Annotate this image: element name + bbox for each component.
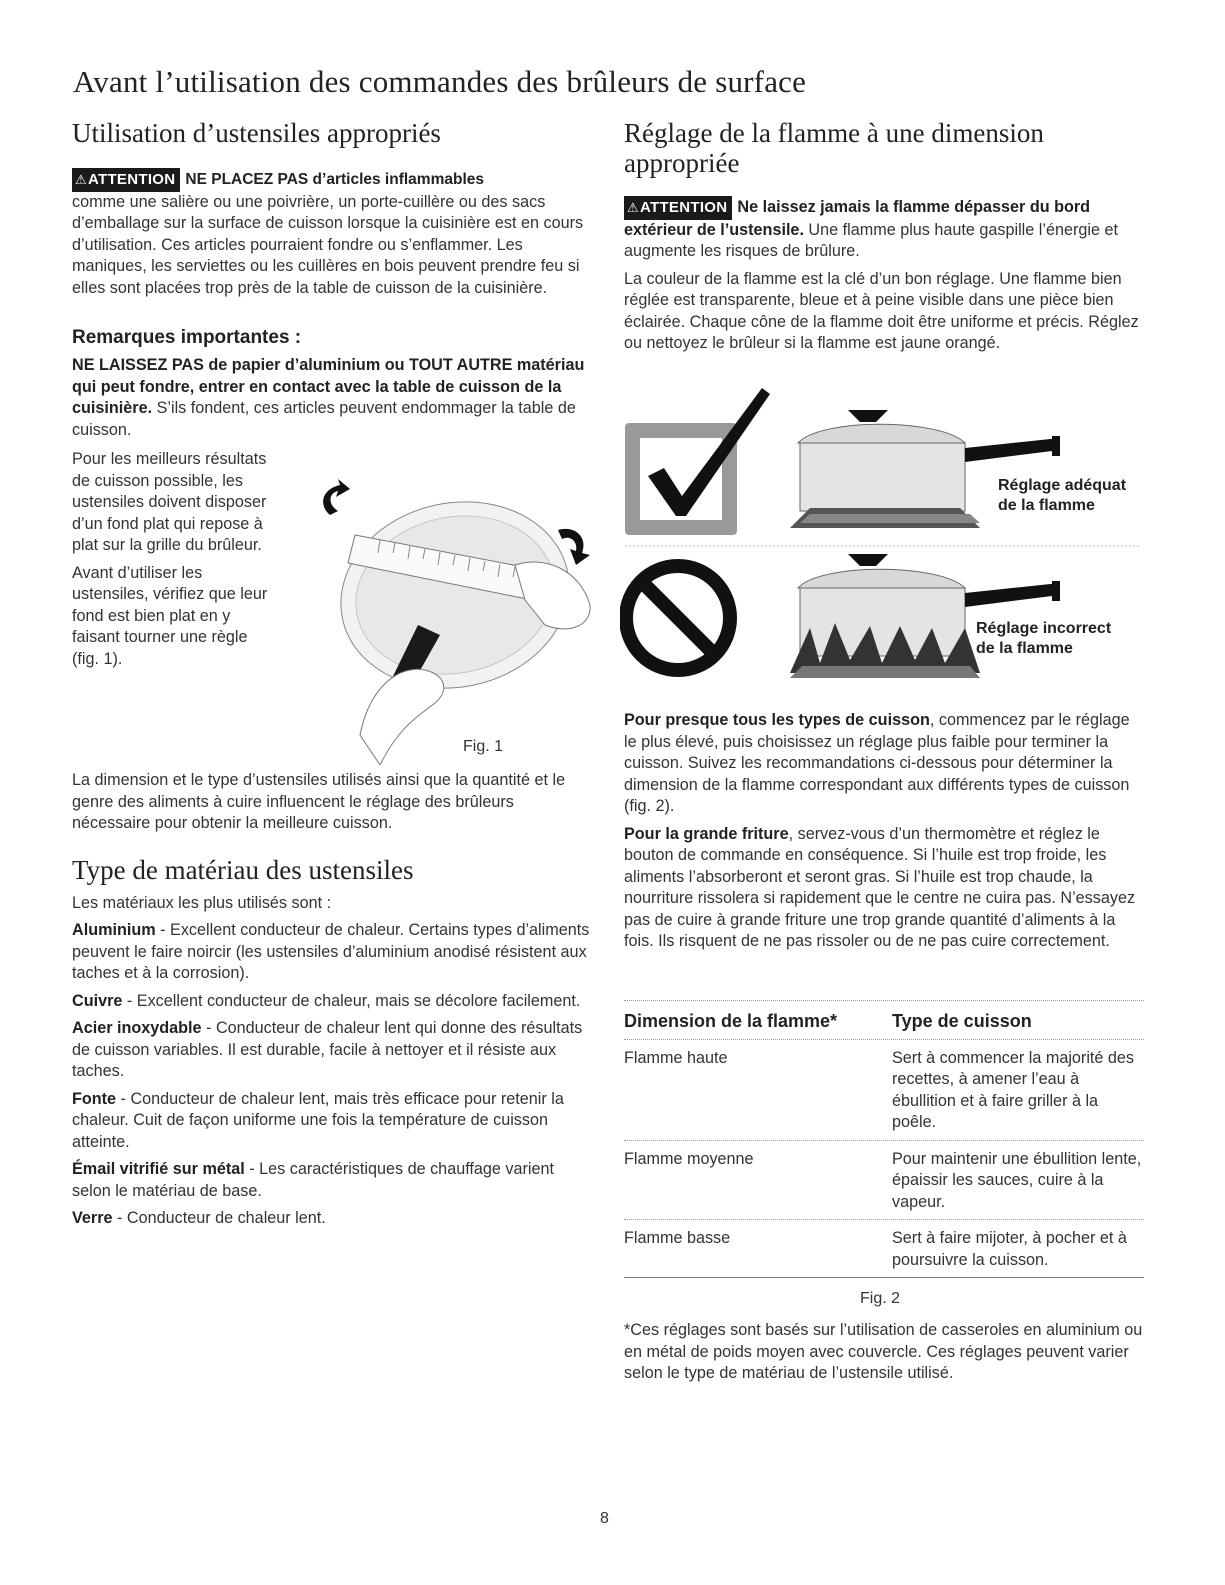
couleur-paragraph: La couleur de la flamme est la clé d’un bon réglage. Une flamme bien réglée est transparente, bleue et à peine visible dans une pièce bien éclairée. Chaque cône de la flamme doit être uniforme et précis. Réglez ou nettoyez le brûleur si la flamme est jaune orangé. (624, 269, 1139, 352)
table-cell: Flamme moyenne (624, 1149, 754, 1168)
table-cell: Flamme haute (624, 1048, 728, 1067)
material-cuivre: Cuivre - Excellent conducteur de chaleur, mais se décolore facilement. (72, 991, 581, 1010)
warning-triangle-icon: ⚠ (75, 172, 87, 187)
fig1-label: Fig. 1 (463, 738, 504, 755)
section-heading-reglage: Réglage de la flamme à une dimension appropriée (624, 118, 1044, 178)
flame-illustration-good (620, 388, 1145, 548)
attention-badge: ⚠ATTENTION (72, 168, 180, 192)
table-cell: Flamme basse (624, 1229, 731, 1247)
rotate-arrow-icon (323, 479, 350, 515)
material-verre: Verre - Conducteur de chaleur lent. (72, 1209, 326, 1227)
table-row (624, 1220, 1144, 1278)
pan-ruler-illustration (300, 475, 600, 765)
friture-paragraph: Pour la grande friture, servez-vous d’un thermomètre et réglez le bouton de commande en conséquence. Si l’huile est trop froide, les aliments l’absorberont et seront gras. Si l’huile est trop chaude, la nourriture rissolera si rapidement que le centre ne cuira pas. N’essayez pas de cuire à grande friture une trop grande quantité d’aliments à la fois. Ils risquent de ne pas rissoler ou de ne pas cuire correctement. (624, 824, 1136, 950)
page-title: Avant l’utilisation des commandes des brûleurs de surface (73, 64, 807, 99)
good-flame-label: Réglage adéquat de la flamme (998, 477, 1127, 514)
flame-illustration-bad (620, 548, 1145, 688)
warning-triangle-icon: ⚠ (627, 200, 639, 215)
table-row (624, 1141, 1144, 1221)
remarques-paragraph: NE LAISSEZ PAS de papier d’aluminium ou TOUT AUTRE matériau qui peut fondre, entrer en contact avec la table de cuisson de la cuisinière. S’ils fondent, ces articles peuvent endommager la table de cuisson. (72, 356, 585, 439)
table-cell: Sert à faire mijoter, à pocher et à poursuivre la cuisson. (892, 1229, 1127, 1269)
section-heading-ustensiles: Utilisation d’ustensiles appropriés (72, 118, 441, 148)
subheading-remarques: Remarques importantes : (72, 327, 302, 348)
material-fonte: Fonte - Conducteur de chaleur lent, mais très efficace pour retenir la chaleur. Cuit de façon uniforme une fois la température de cuisson atteinte. (72, 1089, 564, 1151)
table-cell: Pour maintenir une ébullition lente, épaissir les sauces, cuire à la vapeur. (892, 1149, 1142, 1211)
meilleurs-paragraph: Pour les meilleurs résultats de cuisson possible, les ustensiles doivent disposer d’un fond plat qui repose à plat sur la grille du brûleur. (72, 450, 267, 554)
materiaux-intro: Les matériaux les plus utilisés sont : (72, 893, 332, 912)
table-cell: Sert à commencer la majorité des recettes, à amener l’eau à ébullition et à faire griller à la poêle. (892, 1048, 1135, 1131)
dimension-paragraph: La dimension et le type d’ustensiles utilisés ainsi que la quantité et le genre des aliments à cuire influencent le réglage des brûleurs nécessaire pour obtenir la meilleure cuisson. (72, 771, 566, 832)
attention-badge-2: ⚠ATTENTION (624, 196, 732, 220)
flame-size-table (624, 1000, 1144, 1278)
page-number: 8 (600, 1510, 609, 1527)
footnote: *Ces réglages sont basés sur l’utilisation de casseroles en aluminium ou en métal de poids moyen avec couvercle. Ces réglages peuvent varier selon le type de matériau de l’ustensile utilisé. (624, 1321, 1143, 1382)
table-header-cell: Type de cuisson (892, 1011, 1032, 1031)
warning-flamme: ⚠ATTENTION Ne laissez jamais la flamme dépasser du bord extérieur de l’ustensile. Une flamme plus haute gaspille l’énergie et augmente les risques de brûlure. (624, 198, 1118, 260)
material-email: Émail vitrifié sur métal - Les caractéristiques de chauffage varient selon le matériau de base. (72, 1160, 554, 1200)
warning-inflammables: ⚠ATTENTION NE PLACEZ PAS d’articles inflammables comme une salière ou une poivrière, un porte-cuillère ou des sacs d’emballage sur la surface de cuisson lorsque la cuisinière est en cours d’utilisation. Ces articles pourraient fondre ou s’enflammer. Les maniques, les serviettes ou les cuillères en bois peuvent prendre feu si elles sont placées trop près de la table de cuisson de la cuisinière. (72, 168, 592, 299)
right-column (624, 118, 1144, 355)
table-row (624, 1040, 1144, 1141)
fig2-label: Fig. 2 (860, 1290, 901, 1307)
verifier-paragraph: Avant d’utiliser les ustensiles, vérifiez que leur fond est bien plat en y faisant tourner une règle (fig. 1). (72, 563, 268, 668)
material-acier: Acier inoxydable - Conducteur de chaleur lent qui donne des résultats de cuisson variables. Il est durable, facile à nettoyer et il résiste aux taches. (72, 1019, 583, 1080)
presque-paragraph: Pour presque tous les types de cuisson, commencez par le réglage le plus élevé, puis choisissez un réglage plus faible pour terminer la cuisson. Suivez les recommandations ci-dessous pour déterminer la dimension de la flamme correspondant aux différents types de cuisson (fig. 2). (624, 711, 1130, 815)
right-column-lower (624, 710, 1144, 953)
table-header (624, 1000, 1144, 1040)
material-aluminium: Aluminium - Excellent conducteur de chaleur. Certains types d’aliments peuvent le faire noircir (les ustensiles d’aluminium anodisé résistent aux taches et à la corrosion). (72, 921, 590, 982)
bad-flame-label: Réglage incorrect de la flamme (976, 620, 1112, 657)
table-header-cell: Dimension de la flamme* (624, 1011, 838, 1031)
left-column-lower (72, 770, 592, 1230)
section-heading-materiau: Type de matériau des ustensiles (72, 854, 414, 885)
